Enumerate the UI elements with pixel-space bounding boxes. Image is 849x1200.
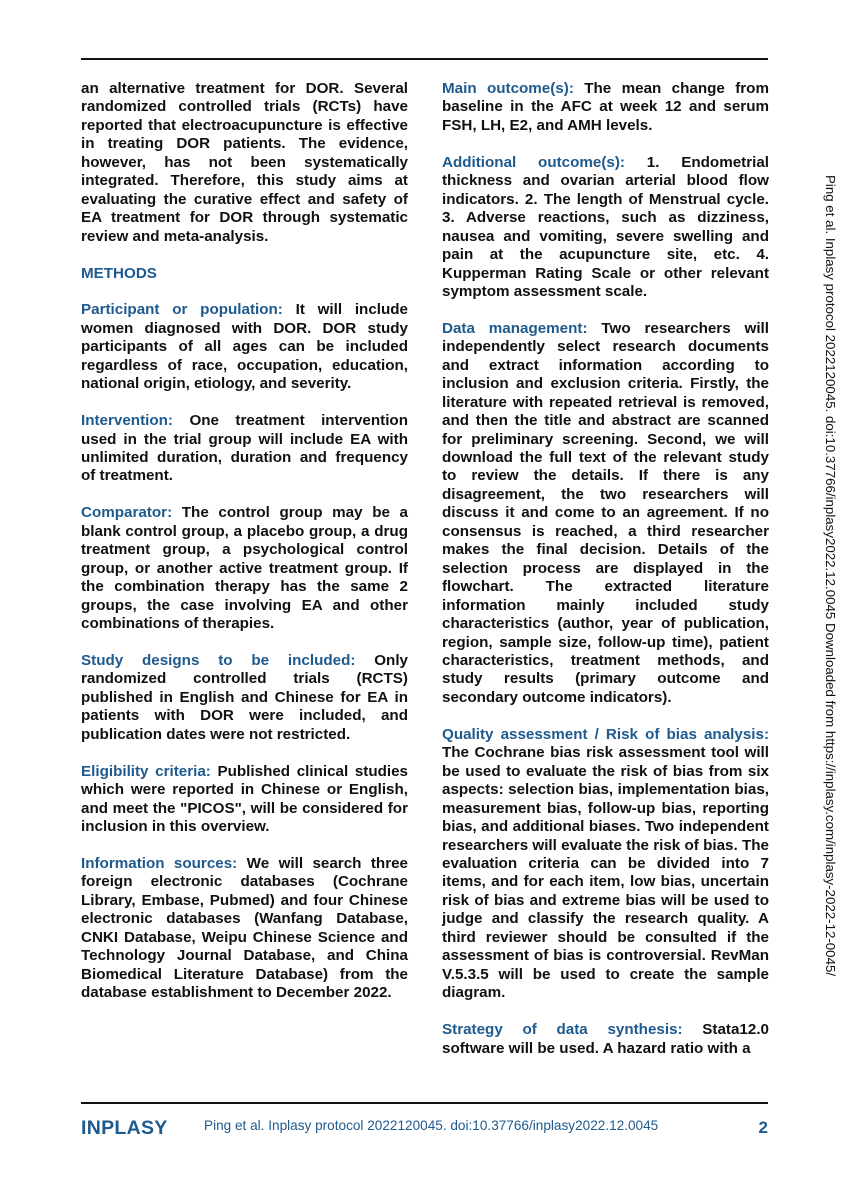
footer-rule — [81, 1102, 768, 1104]
main-outcomes-label: Main outcome(s): — [442, 80, 574, 97]
comparator-label: Comparator: — [81, 504, 173, 522]
quality-assessment-text: The Cochrane bias risk assessment tool will be used to evaluate the risk of bias from six aspects: selection bias, implementation bias, measurement bias, follow-up bias, reporting bias, and additional biases. Two independent researchers will evaluate the risk of bias. The evaluation criteria can be divided into 7 items, and for each item, low bias, uncertain risk of bias and extreme bias will be used to judge and classify the research quality. A third reviewer should be consulted if the assessment of bias is controversial. RevMan V.5.3.5 will be used to create the sample diagram. — [442, 744, 769, 1002]
additional-outcomes-text: 1. Endometrial thickness and ovarian arterial blood flow indicators. 2. The length of Menstrual cycle. 3. Adverse reactions, such as dizziness, nausea and vomiting, severe swelling and pain at the acupuncture site, etc. 4. Kupperman Rating Scale or other relevant symptom assessment scale. — [442, 153, 769, 300]
eligibility-label: Eligibility criteria: — [81, 762, 211, 780]
methods-heading: METHODS — [81, 264, 157, 282]
footer-citation: Ping et al. Inplasy protocol 2022120045. doi:10.37766/inplasy2022.12.0045 — [204, 1118, 659, 1133]
quality-assessment-label: Quality assessment / Risk of bias analysis: — [442, 725, 769, 743]
information-sources-section — [81, 855, 408, 1003]
data-management-label: Data management: — [442, 319, 588, 337]
page-number: 2 — [758, 1118, 768, 1137]
data-management-text: Two researchers will independently select research documents and extract information according to inclusion and exclusion criteria. Firstly, the literature with repeated retrieval is removed, and then the title and abstract are scanned for preliminary screening. Second, we will download the full text of the relevant study to review the details. If there is any disagreement, the two researchers will discuss it and come to an agreement. If no consensus is reached, a third researcher makes the final decision. Details of the selection process are displayed in the flowchart. The extracted literature information mainly included study characteristics (author, year of publication, region, sample size, follow-up time), patient characteristics, treatment methods, and study results (primary outcome and secondary outcome indicators). — [442, 319, 769, 706]
intervention-label: Intervention: — [81, 412, 173, 430]
intro-paragraph: an alternative treatment for DOR. Several randomized controlled trials (RCTs) have reported that electroacupuncture is effective in treating DOR patients. The evidence, however, has not been systematically integrated. Therefore, this study aims at evaluating the curative effect and safety of EA treatment for DOR through systematic review and meta-analysis. — [81, 80, 408, 245]
intervention-text: One treatment intervention used in the trial group will include EA with unlimited duration, duration and frequency of treatment. — [81, 412, 408, 485]
eligibility-text: Published clinical studies which were reported in Chinese or English, and meet the "PICOS", will be considered for inclusion in this overview. — [81, 762, 408, 836]
data-synthesis-label: Strategy of data synthesis: — [442, 1021, 683, 1039]
right-column — [442, 80, 769, 1076]
data-synthesis-text: Stata12.0 software will be used. A hazard ratio with a — [442, 1021, 769, 1057]
additional-outcomes-section — [442, 154, 769, 302]
participant-section — [81, 301, 408, 393]
comparator-text: The control group may be a blank control group, a placebo group, a drug treatment group, a psychological control group, or another active treatment group. If the combination therapy has the same 2 groups, the case involving EA and other combinations of therapies. — [81, 504, 408, 633]
data-management-section — [442, 320, 769, 708]
header-rule — [81, 58, 768, 60]
inplasy-logo: INPLASY — [81, 1117, 168, 1139]
download-sidebar-text: Ping et al. Inplasy protocol 2022120045. doi:10.37766/inplasy2022.12.0045 Downloaded from https://inplasy.com/inplasy-2022-12-0045/ — [823, 175, 838, 977]
information-sources-label: Information sources: — [81, 854, 238, 872]
quality-assessment-section — [442, 726, 769, 1003]
study-designs-text: Only randomized controlled trials (RCTS) published in English and Chinese for EA in patients with DOR were included, and publication dates were not restricted. — [81, 651, 408, 743]
eligibility-section — [81, 763, 408, 837]
data-synthesis-section — [442, 1021, 769, 1058]
intervention-section — [81, 412, 408, 486]
information-sources-text: We will search three foreign electronic databases (Cochrane Library, Embase, Pubmed) and four Chinese electronic databases (Wanfang Database, CNKI Database, Weipu Chinese Science and Technology Journal Database, and China Biomedical Literature Database) from the database establishment to December 2022. — [81, 854, 408, 1002]
comparator-section — [81, 504, 408, 633]
additional-outcomes-label: Additional outcome(s): — [442, 153, 625, 171]
participant-text: It will include women diagnosed with DOR. DOR study participants of all ages can be included regardless of race, occupation, education, national origin, etiology, and severity. — [81, 301, 408, 393]
participant-label: Participant or population: — [81, 301, 283, 319]
left-column — [81, 80, 408, 1021]
main-outcomes-text: The mean change from baseline in the AFC at week 12 and serum FSH, LH, E2, and AMH levels. — [442, 80, 769, 134]
main-outcomes-section — [442, 80, 769, 135]
study-designs-section — [81, 652, 408, 744]
study-designs-label: Study designs to be included: — [81, 651, 356, 669]
